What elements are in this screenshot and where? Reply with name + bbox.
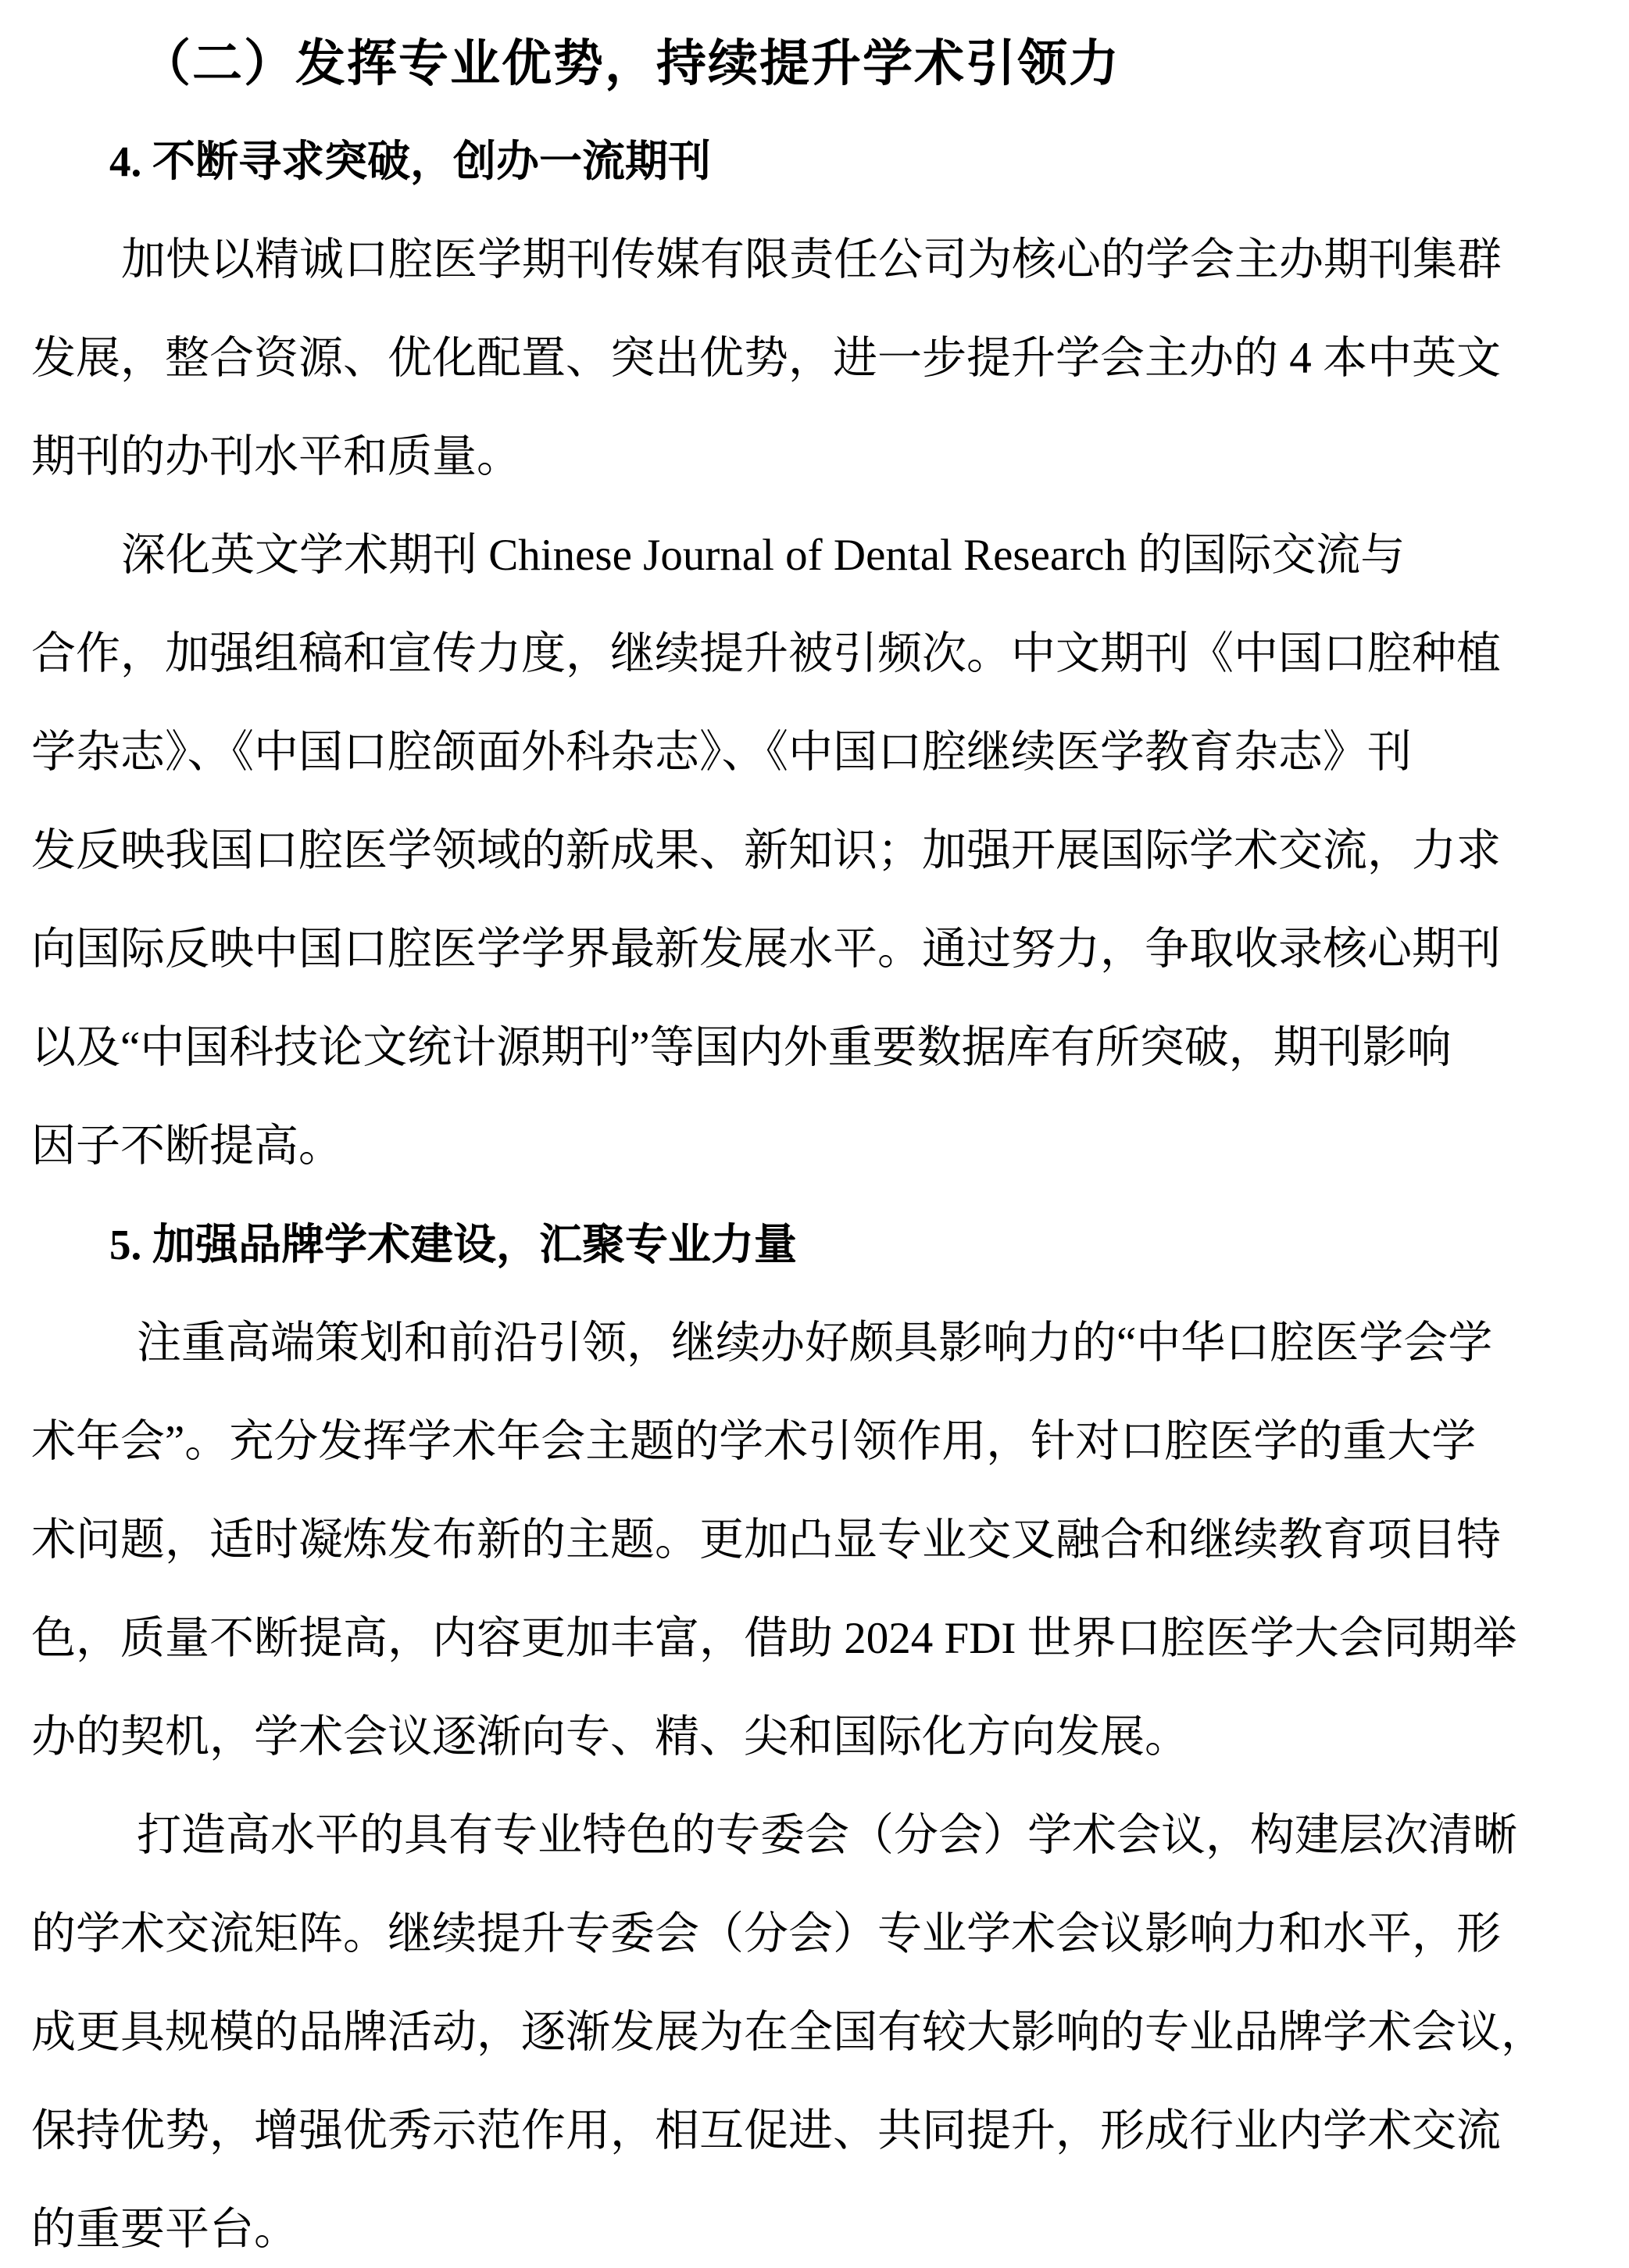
paragraph-3-line: 注重高端策划和前沿引领，继续办好颇具影响力的“中华口腔医学会学 xyxy=(137,1318,1493,1368)
paragraph-4-line: 打造高水平的具有专业特色的专委会（分会）学术会议，构建层次清晰 xyxy=(137,1811,1517,1860)
paragraph-2-line: 向国际反映中国口腔医学学界最新发展水平。通过努力，争取收录核心期刊 xyxy=(31,925,1501,974)
paragraph-4-line: 的学术交流矩阵。继续提升专委会（分会）专业学术会议影响力和水平，形 xyxy=(31,1909,1501,1959)
paragraph-2-line: 因子不断提高。 xyxy=(31,1121,343,1171)
paragraph-1-line: 发展，整合资源、优化配置、突出优势，进一步提升学会主办的 4 本中英文 xyxy=(31,334,1501,383)
paragraph-2-line: 以及“中国科技论文统计源期刊”等国内外重要数据库有所突破，期刊影响 xyxy=(31,1023,1452,1072)
paragraph-3-line: 术年会”。充分发挥学术年会主题的学术引领作用，针对口腔医学的重大学 xyxy=(31,1417,1477,1466)
paragraph-3-line: 色，质量不断提高，内容更加丰富，借助 2024 FDI 世界口腔医学大会同期举 xyxy=(31,1614,1517,1663)
paragraph-2-line: 发反映我国口腔医学领域的新成果、新知识；加强开展国际学术交流，力求 xyxy=(31,826,1501,875)
paragraph-2-line: 深化英文学术期刊 Chinese Journal of Dental Research 的国际交流与 xyxy=(121,531,1406,580)
paragraph-4-line: 保持优势，增强优秀示范作用，相互促进、共同提升，形成行业内学术交流 xyxy=(31,2106,1501,2155)
paragraph-1-line: 期刊的办刊水平和质量。 xyxy=(31,432,521,481)
section-heading: （二）发挥专业优势，持续提升学术引领力 xyxy=(141,35,1120,91)
paragraph-3-line: 术问题，适时凝炼发布新的主题。更加凸显专业交叉融合和继续教育项目特 xyxy=(31,1515,1501,1565)
paragraph-2-line: 合作，加强组稿和宣传力度，继续提升被引频次。中文期刊《中国口腔种植 xyxy=(31,629,1501,678)
subsection-5-heading: 5. 加强品牌学术建设，汇聚专业力量 xyxy=(109,1221,798,1268)
paragraph-3-line: 办的契机，学术会议逐渐向专、精、尖和国际化方向发展。 xyxy=(31,1712,1189,1762)
subsection-4-heading: 4. 不断寻求突破，创办一流期刊 xyxy=(109,138,712,185)
paragraph-2-line: 学杂志》、《中国口腔颌面外科杂志》、《中国口腔继续医学教育杂志》刊 xyxy=(31,728,1412,777)
paragraph-1-line: 加快以精诚口腔医学期刊传媒有限责任公司为核心的学会主办期刊集群 xyxy=(121,235,1502,284)
paragraph-4-line: 成更具规模的品牌活动，逐渐发展为在全国有较大影响的专业品牌学术会议， xyxy=(31,2008,1545,2057)
paragraph-4-line: 的重要平台。 xyxy=(31,2205,298,2254)
